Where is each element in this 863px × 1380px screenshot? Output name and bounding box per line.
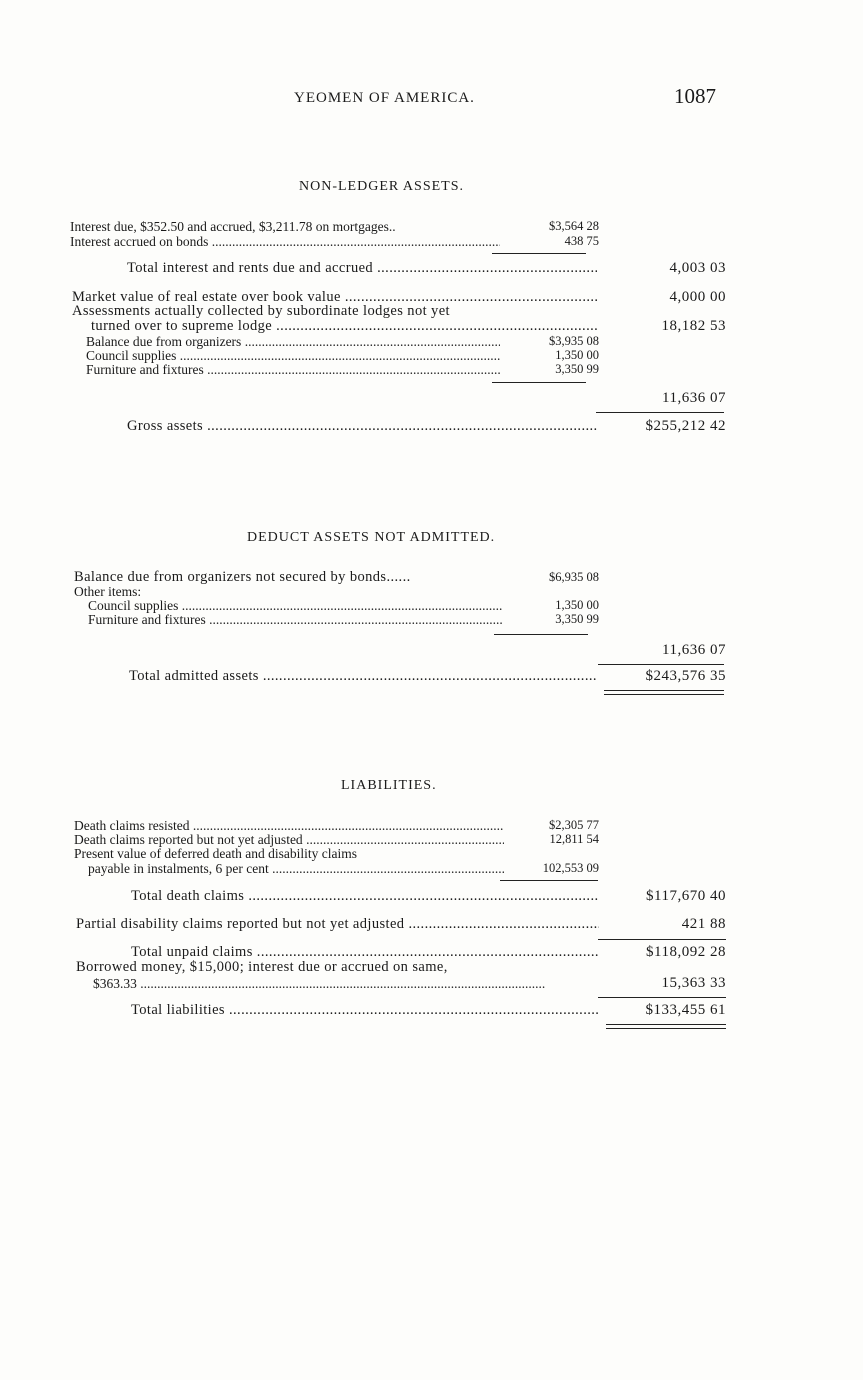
row-label: Balance due from organizers not secured by bonds...... (74, 570, 411, 585)
amount-col1: 1,350 00 (555, 598, 599, 612)
row-label: Present value of deferred death and disability claims (74, 846, 358, 861)
amount-col1: 1,350 00 (555, 348, 599, 362)
row-interest-bonds (0, 234, 863, 249)
amount-col2: $255,212 42 (645, 418, 726, 434)
row-label: Interest due, $352.50 and accrued, $3,211.78 on mortgages.. (70, 219, 396, 234)
row-label: Total interest and rents due and accrued ..... (127, 261, 597, 276)
row-label: Interest accrued on bonds ..... (70, 234, 500, 249)
row-nonledger-subtotal (0, 391, 863, 406)
row-total-death (0, 889, 863, 904)
page-number: 1087 (674, 84, 716, 108)
row-balance-due (0, 334, 863, 349)
row-label: Market value of real estate over book value ..... (72, 290, 597, 305)
row-total-admitted (0, 669, 863, 684)
amount-col2: $243,576 35 (645, 668, 726, 684)
row-present-value-2 (0, 861, 863, 876)
total-rule (598, 997, 726, 998)
subtotal-rule (500, 880, 598, 881)
row-partial-disability (0, 917, 863, 932)
amount-col1: $3,935 08 (549, 334, 599, 348)
row-label: Partial disability claims reported but not yet adjusted ..... (76, 917, 599, 932)
row-label: Balance due from organizers ..... (86, 334, 500, 349)
amount-col1: $2,305 77 (549, 818, 599, 832)
row-other-items (0, 584, 863, 599)
row-market-value (0, 290, 863, 305)
non-ledger-heading: NON-LEDGER ASSETS. (299, 179, 465, 194)
row-borrowed-1 (0, 960, 863, 975)
row-label: payable in instalments, 6 per cent ..... (88, 861, 504, 876)
liabilities-heading: LIABILITIES. (341, 778, 437, 793)
row-label: Death claims reported but not yet adjusted ..... (74, 832, 504, 847)
amount-col1: 102,553 09 (542, 861, 599, 875)
row-total-liabilities (0, 1003, 863, 1018)
row-deduct-subtotal (0, 643, 863, 658)
row-assessments-1 (0, 304, 863, 319)
amount-col1: $6,935 08 (549, 570, 599, 584)
running-title: YEOMEN OF AMERICA. (294, 90, 475, 106)
row-deduct-council (0, 598, 863, 613)
amount-col2: 11,636 07 (662, 390, 726, 406)
row-label: turned over to supreme lodge ..... (91, 319, 597, 334)
amount-col2: 11,636 07 (662, 642, 726, 658)
amount-col1: 3,350 99 (555, 612, 599, 626)
row-label: Borrowed money, $15,000; interest due or accrued on same, (76, 960, 448, 975)
amount-col2: $118,092 28 (646, 944, 726, 960)
amount-col1: 12,811 54 (549, 832, 599, 846)
amount-col2: 4,000 00 (669, 289, 726, 305)
subtotal-rule (494, 634, 588, 635)
row-label: Council supplies ..... (86, 348, 500, 363)
row-deduct-balance (0, 570, 863, 585)
amount-col1: 3,350 99 (555, 362, 599, 376)
row-label: Total admitted assets ..... (129, 669, 597, 684)
row-assessments-2 (0, 319, 863, 334)
row-borrowed-2 (0, 976, 863, 991)
row-label: Gross assets ..... (127, 419, 597, 434)
row-label: Total liabilities ..... (131, 1003, 599, 1018)
subtotal-rule (492, 253, 586, 254)
double-rule (604, 690, 724, 695)
row-total-unpaid (0, 945, 863, 960)
row-gross-assets (0, 419, 863, 434)
total-rule (598, 664, 724, 665)
double-rule (606, 1024, 726, 1029)
row-label: Assessments actually collected by subordinate lodges not yet (72, 304, 450, 319)
amount-col2: 4,003 03 (669, 260, 726, 276)
amount-col2: 18,182 53 (661, 318, 726, 334)
row-deduct-furniture (0, 612, 863, 627)
subtotal-rule (492, 382, 586, 383)
amount-col2: $117,670 40 (646, 888, 726, 904)
row-label: Death claims resisted ..... (74, 818, 504, 833)
row-label: Total death claims ..... (131, 889, 599, 904)
amount-col2: 15,363 33 (661, 975, 726, 991)
row-label: Total unpaid claims ..... (131, 945, 599, 960)
row-present-value-1 (0, 846, 863, 861)
row-label: Furniture and fixtures ..... (88, 612, 502, 627)
row-furniture (0, 362, 863, 377)
amount-col1: 438 75 (564, 234, 599, 248)
row-total-interest (0, 261, 863, 276)
total-rule (598, 939, 726, 940)
row-label: Other items: (74, 584, 142, 599)
amount-col2: 421 88 (681, 916, 726, 932)
total-rule (596, 412, 724, 413)
row-interest-due (0, 219, 863, 234)
deduct-heading: DEDUCT ASSETS NOT ADMITTED. (247, 530, 496, 545)
row-label: $363.33 ..... (93, 976, 599, 991)
row-label: Furniture and fixtures ..... (86, 362, 500, 377)
row-council-supplies (0, 348, 863, 363)
row-label: Council supplies ..... (88, 598, 502, 613)
row-claims-resisted (0, 818, 863, 833)
row-claims-reported (0, 832, 863, 847)
amount-col2: $133,455 61 (645, 1002, 726, 1018)
amount-col1: $3,564 28 (549, 219, 599, 233)
